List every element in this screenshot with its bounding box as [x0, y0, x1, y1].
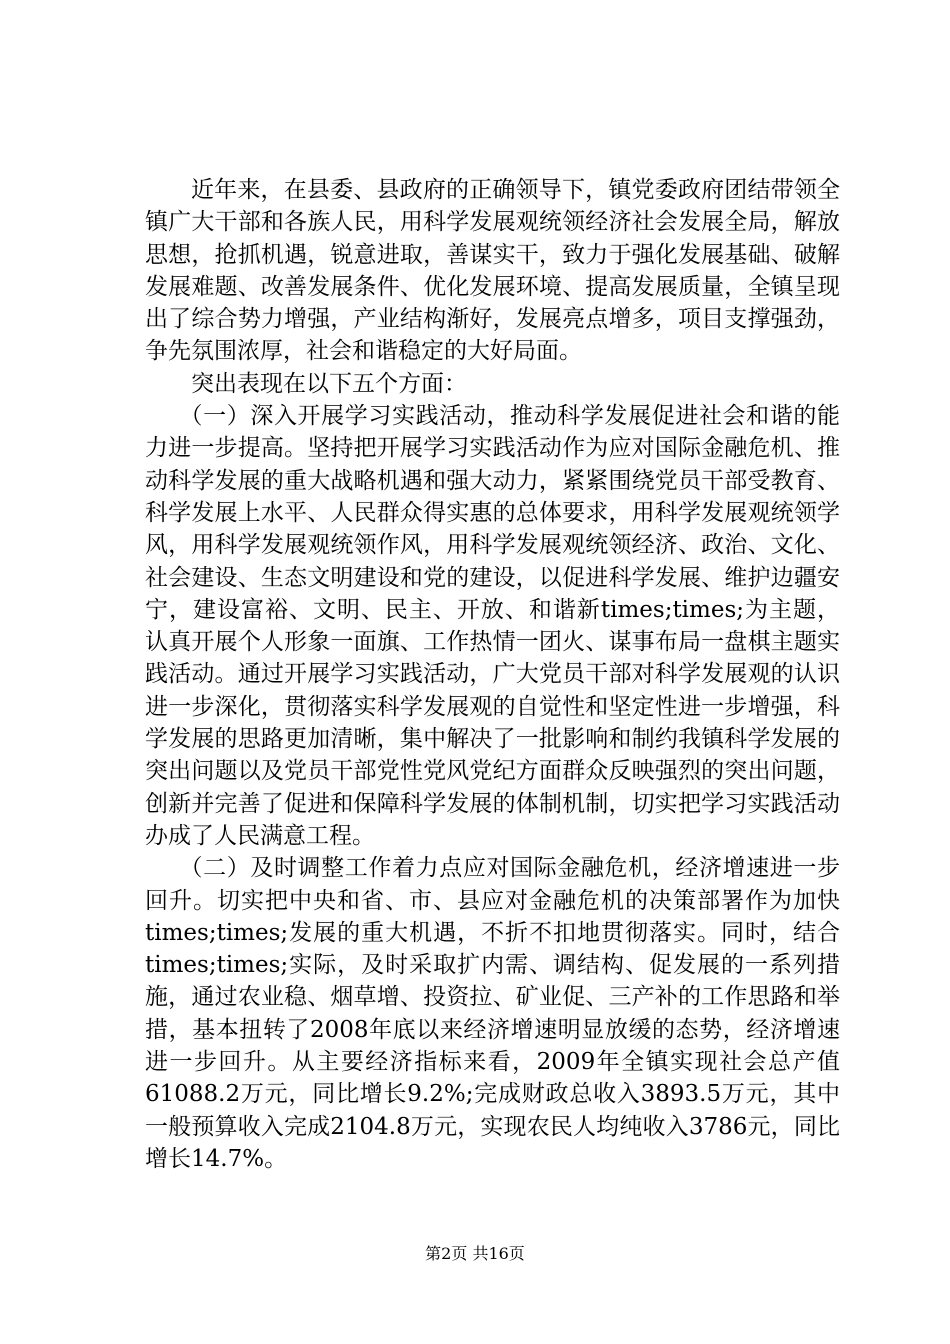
paragraph-section-one: （一）深入开展学习实践活动，推动科学发展促进社会和谐的能力进一步提高。坚持把开展学习实践活动作为应对国际金融危机、推动科学发展的重大战略机遇和强大动力，紧紧围绕党员干部受教育、科学发展上水平、人民群众得实惠的总体要求，用科学发展观统领学风，用科学发展观统领作风，用科学发展观统领经济、政治、文化、社会建设、生态文明建设和党的建设，以促进科学发展、维护边疆安宁，建设富裕、文明、民主、开放、和谐新times;times;为主题，认真开展个人形象一面旗、工作热情一团火、谋事布局一盘棋主题实践活动。通过开展学习实践活动，广大党员干部对科学发展观的认识进一步深化，贯彻落实科学发展观的自觉性和坚定性进一步增强，科学发展的思路更加清晰，集中解决了一批影响和制约我镇科学发展的突出问题以及党员干部党性党风党纪方面群众反映强烈的突出问题，创新并完善了促进和保障科学发展的体制机制，切实把学习实践活动办成了人民满意工程。 — [145, 403, 840, 849]
paragraph-intro: 近年来，在县委、县政府的正确领导下，镇党委政府团结带领全镇广大干部和各族人民，用科学发展观统领经济社会发展全局，解放思想，抢抓机遇，锐意进取，善谋实干，致力于强化发展基础、破解发展难题、改善发展条件、优化发展环境、提高发展质量，全镇呈现出了综合势力增强，产业结构渐好，发展亮点增多，项目支撑强劲，争先氛围浓厚，社会和谐稳定的大好局面。 — [145, 177, 840, 365]
paragraph-summary: 突出表现在以下五个方面： — [191, 370, 467, 397]
page-number-footer: 第2页 共16页 — [425, 1244, 525, 1263]
paragraph-section-two: （二）及时调整工作着力点应对国际金融危机，经济增速进一步回升。切实把中央和省、市、县应对金融危机的决策部署作为加快times;times;发展的重大机遇，不折不扣地贯彻落实。同时，结合times;times;实际，及时采取扩内需、调结构、促发展的一系列措施，通过农业稳、烟草增、投资拉、矿业促、三产补的工作思路和举措，基本扭转了2008年底以来经济增速明显放缓的态势，经济增速进一步回升。从主要经济指标来看，2009年全镇实现社会总产值61088.2万元，同比增长9.2%;完成财政总收入3893.5万元，其中一般预算收入完成2104.8万元，实现农民人均纯收入3786元，同比增长14.7%。 — [145, 855, 840, 1172]
document-body — [145, 174, 840, 1175]
